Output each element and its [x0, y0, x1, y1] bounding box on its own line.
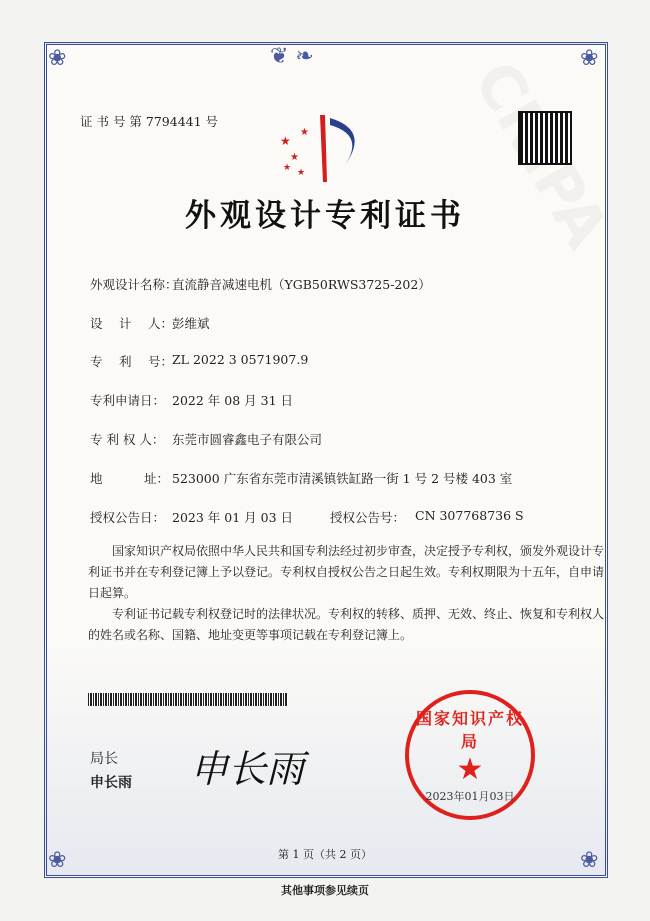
- ornament-corner-icon: ❀: [580, 46, 599, 71]
- pub-number-label: 授权公告号：: [330, 510, 406, 525]
- field-label: 设 计 人：: [90, 316, 173, 331]
- official-seal: [405, 690, 535, 820]
- seal-star-icon: ★: [456, 752, 484, 787]
- pub-number: CN 307768736 S: [415, 508, 524, 523]
- director-title: 局长: [90, 751, 118, 767]
- ornament-corner-icon: ❀: [48, 848, 67, 873]
- seal-date: 2023年01月03日: [425, 790, 515, 803]
- svg-text:★: ★: [283, 163, 292, 173]
- field-label: 专 利 号：: [90, 354, 173, 369]
- patentee: 东莞市圆睿鑫电子有限公司: [172, 432, 323, 447]
- seal-text: 国家知识产权局: [415, 709, 524, 751]
- cnipa-logo-icon: [275, 110, 375, 185]
- ornament-corner-icon: ❀: [48, 46, 67, 71]
- page-info: 第 1 页（共 2 页）: [278, 848, 372, 861]
- field-label: 专利申请日：: [90, 393, 166, 408]
- director-name: 申长雨: [90, 775, 132, 791]
- svg-text:★: ★: [300, 127, 309, 138]
- certificate-number: 证 书 号 第 7794441 号: [80, 114, 219, 129]
- grant-date: 2023 年 01 月 03 日: [172, 510, 293, 525]
- signature: 申长雨: [190, 747, 305, 791]
- application-date: 2022 年 08 月 31 日: [172, 393, 293, 408]
- svg-text:★: ★: [290, 152, 299, 163]
- design-name: 直流静音减速电机（YGB50RWS3725-202）: [172, 277, 431, 292]
- paragraph: 专利证书记载专利权登记时的法律状况。专利权的转移、质押、无效、终止、恢复和专利权人的姓名或名称、国籍、地址变更等事项记载在专利登记簿上。: [88, 607, 605, 642]
- footer-note: 其他事项参见续页: [281, 884, 369, 897]
- address: 523000 广东省东莞市清溪镇铁缸路一街 1 号 2 号楼 403 室: [172, 471, 513, 486]
- field-label: 地 址：: [90, 471, 169, 486]
- field-label: 授权公告日：: [90, 510, 166, 525]
- svg-text:★: ★: [280, 134, 291, 148]
- certificate-title: 外观设计专利证书: [185, 198, 465, 234]
- svg-text:★: ★: [297, 168, 306, 178]
- designer: 彭维斌: [172, 316, 210, 331]
- qr-code-icon: [520, 113, 570, 163]
- barcode-icon: [88, 693, 288, 706]
- field-label: 专 利 权 人：: [90, 432, 165, 447]
- ornament-corner-icon: ❀: [580, 848, 599, 873]
- patent-number: ZL 2022 3 0571907.9: [172, 352, 309, 367]
- paragraph: 国家知识产权局依照中华人民共和国专利法经过初步审查，决定授予专利权，颁发外观设计专利证书并在专利登记簿上予以登记。专利权自授权公告之日起生效。专利权期限为十五年，自申请日起算。: [88, 544, 605, 600]
- ornament-top-icon: ❦ ❧: [270, 44, 314, 69]
- field-label: 外观设计名称：: [90, 277, 178, 292]
